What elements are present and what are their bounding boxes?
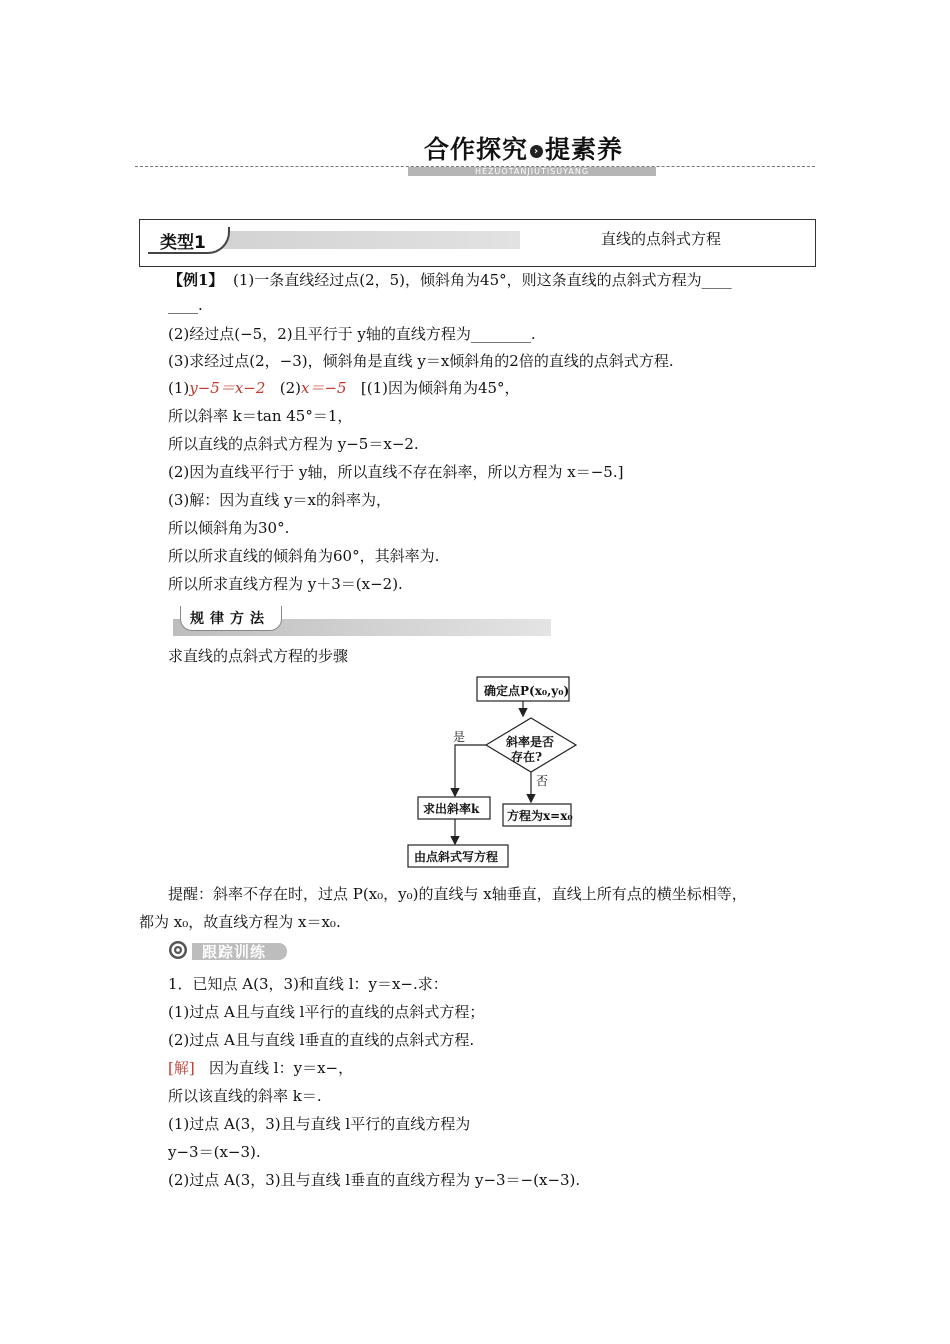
answer-explain-start: [(1)因为倾斜角为45°， (360, 379, 520, 397)
flow-no-label: 否 (536, 774, 549, 788)
example-answer-line (168, 377, 520, 398)
header-subtitle: HEZUOTANJIUTISUYANG (474, 167, 590, 176)
tracking-sol-line-1: 所以该直线的斜率 k＝. (168, 1087, 322, 1105)
header-title-a: 合作探究 (424, 135, 529, 164)
solution-line-3: (2)因为直线平行于 y轴，所以直线不存在斜率，所以方程为 x＝−5.] (168, 463, 624, 481)
chevron-right-icon: › (530, 145, 543, 158)
type-label: 类型1 (160, 233, 206, 253)
example-tag: 【例1】 (168, 271, 224, 289)
tracking-q1: (1)过点 A且与直线 l平行的直线的点斜式方程； (168, 1003, 485, 1021)
solution-tag: [解] (168, 1059, 195, 1077)
solution-line-5: 所以倾斜角为30°. (168, 519, 290, 537)
example-question-3: (3)求经过点(2，−3)，倾斜角是直线 y＝x倾斜角的2倍的直线的点斜式方程. (168, 352, 674, 370)
method-intro: 求直线的点斜式方程的步骤 (168, 647, 349, 665)
answer-2: x＝−5 (300, 379, 347, 397)
tracking-question: 1．已知点 A(3，3)和直线 l：y＝x−.求： (168, 975, 448, 993)
solution-line-7: 所以所求直线方程为 y＋3＝(x−2). (168, 575, 403, 593)
flowchart (400, 670, 600, 870)
solution-line-6: 所以所求直线的倾斜角为60°，其斜率为. (168, 547, 440, 565)
example-question-1 (168, 269, 732, 290)
solution-line-1: 所以斜率 k＝tan 45°＝1， (168, 407, 353, 425)
tracking-solution-start (168, 1057, 353, 1078)
header-title-b: 提素养 (545, 135, 624, 164)
tip-line-2: 都为 x₀，故直线方程为 x＝x₀. (139, 913, 341, 931)
tracking-label: 跟踪训练 (202, 943, 267, 961)
example-q1-continued: ____. (168, 296, 203, 314)
example-question-2: (2)经过点(−5，2)且平行于 y轴的直线方程为________. (168, 325, 536, 343)
method-label: 规律方法 (190, 611, 270, 627)
tip-line-1: 提醒：斜率不存在时，过点 P(x₀，y₀)的直线与 x轴垂直，直线上所有点的横坐标相等， (168, 885, 747, 903)
flow-vertical-label: 方程为x=x₀ (507, 809, 573, 823)
answer-prefix-2: (2) (279, 379, 301, 397)
flow-find-k-label: 求出斜率k (423, 802, 480, 816)
flow-decision-label-2: 存在? (511, 750, 543, 764)
flow-decision-label-1: 斜率是否 (506, 735, 555, 749)
solution-line-2: 所以直线的点斜式方程为 y−5＝x−2. (168, 435, 419, 453)
target-icon (168, 940, 188, 960)
tracking-q2: (2)过点 A且与直线 l垂直的直线的点斜式方程. (168, 1031, 475, 1049)
flow-yes-label: 是 (453, 730, 466, 744)
type-title: 直线的点斜式方程 (601, 230, 722, 248)
solution-line-4: (3)解：因为直线 y＝x的斜率为， (168, 491, 391, 509)
example-q1-text: (1)一条直线经过点(2，5)，倾斜角为45°，则这条直线的点斜式方程为____ (232, 271, 732, 289)
answer-prefix-1: (1) (168, 379, 190, 397)
solution-first-line: 因为直线 l：y＝x−， (209, 1059, 354, 1077)
answer-1: y−5＝x−2 (189, 379, 266, 397)
section-header (424, 130, 623, 166)
tracking-sol-line-4: (2)过点 A(3，3)且与直线 l垂直的直线方程为 y−3＝−(x−3). (168, 1171, 581, 1189)
tracking-sol-line-3: y−3＝(x−3). (168, 1143, 261, 1161)
tracking-sol-line-2: (1)过点 A(3，3)且与直线 l平行的直线方程为 (168, 1115, 471, 1133)
flow-start-label: 确定点P(x₀,y₀) (484, 684, 570, 698)
flow-write-label: 由点斜式写方程 (414, 850, 499, 864)
